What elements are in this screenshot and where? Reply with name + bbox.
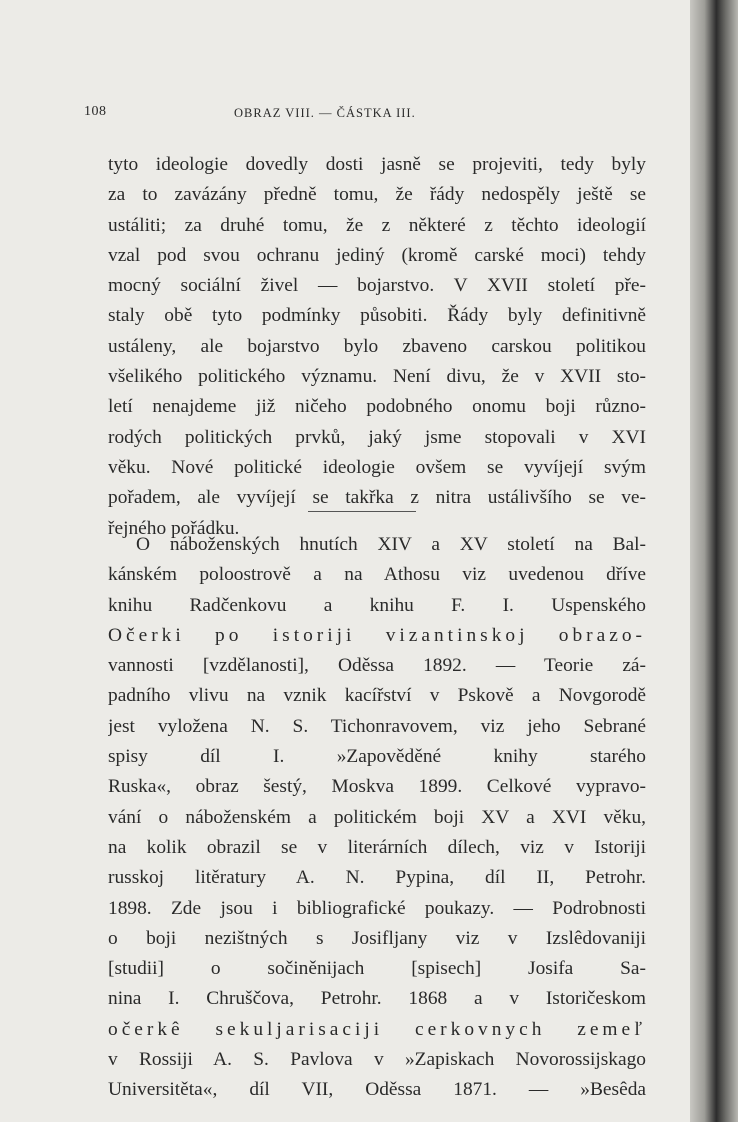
note-line: vannosti [vzdělanosti], Oděssa 1892. — Teorie zá- (108, 655, 646, 677)
note-line: knihu Radčenkovu a knihu F. I. Uspenského (108, 594, 646, 616)
text-line: tyto ideologie dovedly dosti jasně se projeviti, tedy byly (108, 154, 646, 175)
text-line: mocný sociální živel — bojarstvo. V XVII století pře- (108, 275, 646, 297)
text-line: letí nenajdeme již ničeho podobného onomu boji různo- (108, 396, 646, 418)
note-line: kánském poloostrově a na Athosu viz uvedenou dříve (108, 564, 646, 586)
note-line: jest vyložena N. S. Tichonravovem, viz jeho Sebrané (108, 715, 646, 737)
main-text (108, 150, 646, 544)
text-line: všelikého politického významu. Není divu, že v XVII sto- (108, 366, 646, 388)
note-line: spisy díl I. »Zapověděné knihy starého (108, 746, 646, 768)
text-line: věku. Nové politické ideologie ovšem se vyvíjejí svým (108, 456, 646, 478)
note-line: vání o náboženském a politickém boji XV a XVI věku, (108, 806, 646, 828)
note-line: nina I. Chruščova, Petrohr. 1868 a v Istoričeskom (108, 988, 646, 1010)
note-line: na kolik obrazil se v literárních dílech, viz v Istoriji (108, 836, 646, 858)
note-line: Očerki po istoriji vizantinskoj obrazo- (108, 624, 646, 646)
note-line: očerkê sekuljarisaciji cerkovnych zemeľ (108, 1018, 646, 1040)
page-number: 108 (84, 104, 107, 119)
text-line: staly obě tyto podmínky působiti. Řády byly definitivně (108, 305, 646, 327)
text-line: ustáleny, ale bojarstvo bylo zbaveno carskou politikou (108, 335, 646, 357)
chapter-heading: OBRAZ VIII. — ČÁSTKA III. (234, 106, 416, 120)
note-line: o boji nezištných s Josifljany viz v Izslêdovaniji (108, 927, 646, 949)
book-gutter (690, 0, 738, 1122)
text-line: pořadem, ale vyvíjejí se takřka z nitra ustálivšího se ve- (108, 487, 646, 509)
section-divider (308, 511, 416, 512)
note-line: v Rossiji A. S. Pavlova v »Zapiskach Novorossijskago (108, 1049, 646, 1071)
text-line: rodých politických prvků, jaký jsme stopovali v XVI (108, 426, 646, 448)
text-line: vzal pod svou ochranu jediný (kromě carské moci) tehdy (108, 244, 646, 266)
note-line: Universitěta«, díl VII, Oděssa 1871. — »Besêda (108, 1079, 646, 1101)
bibliographic-notes (108, 530, 646, 1106)
note-line: [studii] o sočiněnijach [spisech] Josifa Sa- (108, 958, 646, 980)
note-line: O náboženských hnutích XIV a XV století na Bal- (136, 534, 646, 555)
note-line: padního vlivu na vznik kacířství v Pskově a Novgorodě (108, 685, 646, 707)
note-line: Ruska«, obraz šestý, Moskva 1899. Celkové vypravo- (108, 776, 646, 798)
text-line: za to zavázány předně tomu, že řády nedospěly ještě se (108, 184, 646, 206)
note-line: 1898. Zde jsou i bibliografické poukazy. — Podrobnosti (108, 897, 646, 919)
note-line: russkoj litěratury A. N. Pypina, díl II, Petrohr. (108, 867, 646, 889)
text-line: ustáliti; za druhé tomu, že z některé z těchto ideologií (108, 214, 646, 236)
text-line: řejného pořádku. (108, 517, 240, 539)
